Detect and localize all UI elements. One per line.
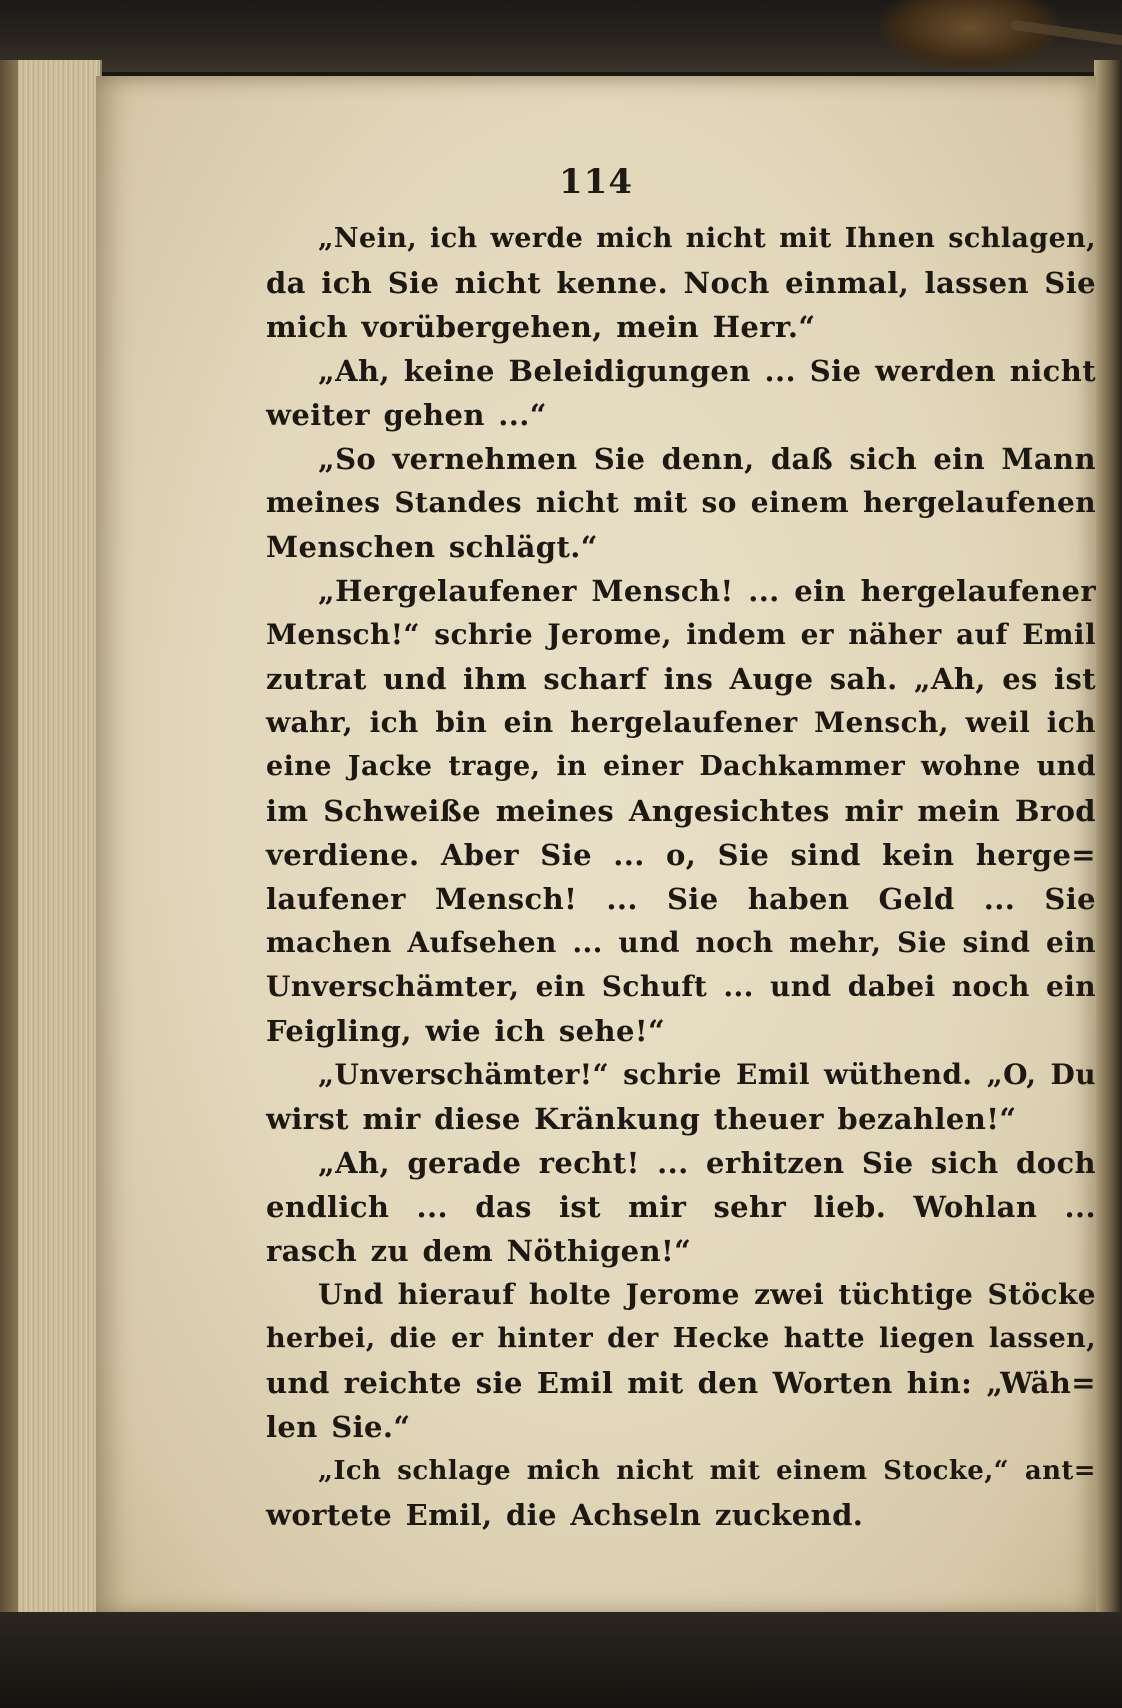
text-line: „Ah, gerade recht! ... erhitzen Sie sich doch [318, 1146, 1096, 1180]
text-line: wortete Emil, die Achseln zuckend. [266, 1498, 864, 1532]
text-line: da ich Sie nicht kenne. Noch einmal, lassen Sie [266, 266, 1096, 300]
text-line: im Schweiße meines Angesichtes mir mein Brod [266, 794, 1096, 828]
page-number: 114 [559, 162, 633, 202]
text-line: rasch zu dem Nöthigen!“ [266, 1234, 692, 1268]
text-line: „Hergelaufener Mensch! ... ein hergelaufener [318, 574, 1096, 608]
book-binding-bottom [0, 1612, 1122, 1708]
text-line: „So vernehmen Sie denn, daß sich ein Mann [318, 442, 1096, 476]
text-line: „Nein, ich werde mich nicht mit Ihnen schlagen, [318, 223, 1096, 254]
book-page [96, 76, 1096, 1616]
text-line: herbei, die er hinter der Hecke hatte liegen lassen, [266, 1323, 1096, 1354]
text-line: laufener Mensch! ... Sie haben Geld ... Sie [266, 882, 1096, 916]
text-line: und reichte sie Emil mit den Worten hin: „Wäh= [266, 1366, 1096, 1400]
text-line: wirst mir diese Kränkung theuer bezahlen!“ [266, 1102, 1017, 1136]
text-line: len Sie.“ [266, 1410, 411, 1444]
page-right-edge [1094, 60, 1122, 1620]
text-line: Unverschämter, ein Schuft ... und dabei noch ein [266, 970, 1096, 1003]
text-line: wahr, ich bin ein hergelaufener Mensch, weil ich [266, 706, 1096, 739]
text-line: meines Standes nicht mit so einem hergelaufenen [266, 486, 1096, 519]
text-line: Feigling, wie ich sehe!“ [266, 1014, 666, 1048]
text-line: zutrat und ihm scharf ins Auge sah. „Ah, es ist [266, 662, 1096, 696]
text-line: weiter gehen ...“ [266, 398, 547, 432]
text-line: endlich ... das ist mir sehr lieb. Wohlan ... [266, 1190, 1096, 1224]
text-line: „Unverschämter!“ schrie Emil wüthend. „O, Du [318, 1058, 1096, 1091]
text-line: Und hierauf holte Jerome zwei tüchtige Stöcke [318, 1278, 1096, 1311]
text-line: Menschen schlägt.“ [266, 530, 598, 564]
text-line: „Ich schlage mich nicht mit einem Stocke,“ ant= [318, 1456, 1096, 1486]
page-stack-edge [0, 60, 102, 1620]
binding-string [880, 0, 1060, 70]
text-line: „Ah, keine Beleidigungen ... Sie werden nicht [318, 354, 1096, 388]
text-line: machen Aufsehen ... und noch mehr, Sie sind ein [266, 926, 1096, 959]
text-line: mich vorübergehen, mein Herr.“ [266, 310, 816, 344]
text-line: eine Jacke trage, in einer Dachkammer wohne und [266, 751, 1096, 782]
text-line: verdiene. Aber Sie ... o, Sie sind kein herge= [266, 838, 1096, 872]
text-line: Mensch!“ schrie Jerome, indem er näher auf Emil [266, 618, 1096, 651]
